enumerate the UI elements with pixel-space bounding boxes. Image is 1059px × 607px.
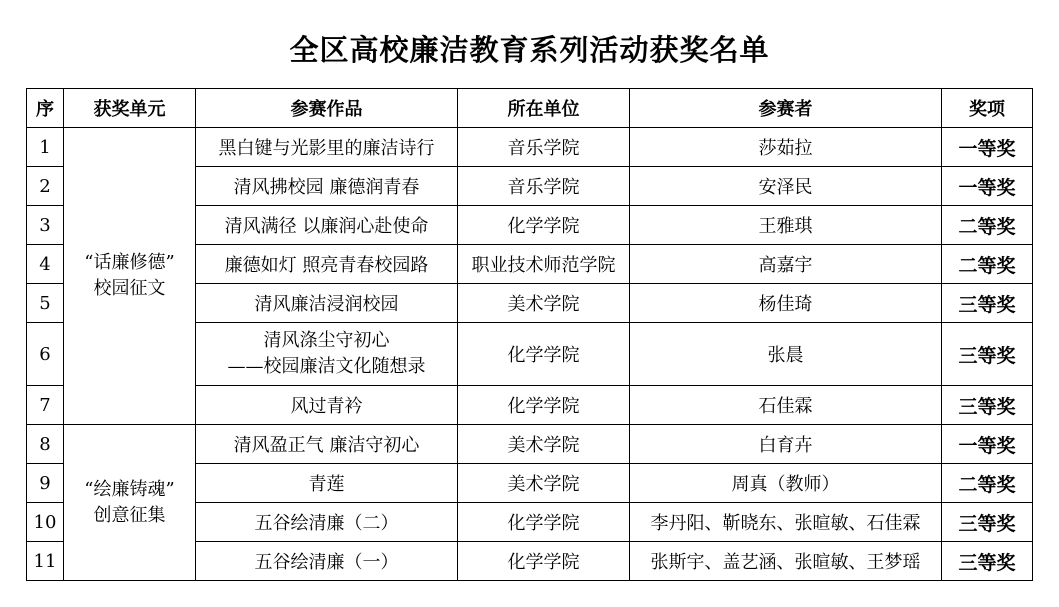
category-subtitle: 校园征文 xyxy=(93,278,166,299)
award-level: 三等奖 xyxy=(942,386,1033,425)
page-title: 全区高校廉洁教育系列活动获奖名单 xyxy=(289,33,770,67)
participant: 张斯宇、盖艺涵、张暄敏、王梦瑶 xyxy=(630,542,942,581)
participant: 高嘉宇 xyxy=(630,245,942,284)
row-number: 8 xyxy=(27,425,64,464)
award-level: 一等奖 xyxy=(942,425,1033,464)
unit-name: 美术学院 xyxy=(458,464,630,503)
col-header-participant: 参赛者 xyxy=(630,89,942,128)
category-title: “绘廉铸魂” xyxy=(84,478,175,500)
participant: 王雅琪 xyxy=(630,206,942,245)
row-number: 10 xyxy=(27,503,64,542)
unit-name: 化学学院 xyxy=(458,206,630,245)
award-level: 一等奖 xyxy=(942,167,1033,206)
row-number: 4 xyxy=(27,245,64,284)
col-header-unit: 所在单位 xyxy=(458,89,630,128)
award-level: 一等奖 xyxy=(942,128,1033,167)
row-number: 5 xyxy=(27,284,64,323)
row-number: 6 xyxy=(27,323,64,386)
category-title: “话廉修德” xyxy=(84,252,175,273)
work-title: 清风廉洁浸润校园 xyxy=(196,284,458,323)
unit-name: 音乐学院 xyxy=(458,167,630,206)
unit-name: 化学学院 xyxy=(458,386,630,425)
col-header-work: 参赛作品 xyxy=(196,89,458,128)
row-number: 9 xyxy=(27,464,64,503)
work-title: 风过青衿 xyxy=(196,386,458,425)
unit-name: 化学学院 xyxy=(458,323,630,386)
work-title: 廉德如灯 照亮青春校园路 xyxy=(196,245,458,284)
unit-name: 化学学院 xyxy=(458,542,630,581)
participant: 李丹阳、靳晓东、张暄敏、石佳霖 xyxy=(630,503,942,542)
category-cell xyxy=(64,425,196,581)
category-subtitle: 创意征集 xyxy=(93,504,166,526)
participant: 安泽民 xyxy=(630,167,942,206)
award-level: 二等奖 xyxy=(942,206,1033,245)
unit-name: 美术学院 xyxy=(458,425,630,464)
unit-name: 职业技术师范学院 xyxy=(458,245,630,284)
row-number: 3 xyxy=(27,206,64,245)
unit-name: 化学学院 xyxy=(458,503,630,542)
participant: 白育卉 xyxy=(630,425,942,464)
participant: 莎茹拉 xyxy=(630,128,942,167)
col-header-award: 奖项 xyxy=(942,89,1033,128)
work-subtitle-line: ——校园廉洁文化随想录 xyxy=(227,356,426,377)
work-title: 清风满径 以廉润心赴使命 xyxy=(196,206,458,245)
row-number: 2 xyxy=(27,167,64,206)
participant: 周真（教师） xyxy=(630,464,942,503)
award-level: 三等奖 xyxy=(942,323,1033,386)
award-level: 二等奖 xyxy=(942,245,1033,284)
award-level: 三等奖 xyxy=(942,503,1033,542)
table-row xyxy=(27,425,1033,464)
participant: 石佳霖 xyxy=(630,386,942,425)
col-header-category: 获奖单元 xyxy=(64,89,196,128)
table-row xyxy=(27,128,1033,167)
row-number: 11 xyxy=(27,542,64,581)
work-title xyxy=(196,323,458,386)
award-level: 三等奖 xyxy=(942,284,1033,323)
work-title: 清风盈正气 廉洁守初心 xyxy=(196,425,458,464)
category-cell xyxy=(64,128,196,425)
work-title: 黑白键与光影里的廉洁诗行 xyxy=(196,128,458,167)
unit-name: 美术学院 xyxy=(458,284,630,323)
award-level: 三等奖 xyxy=(942,542,1033,581)
header-row xyxy=(27,89,1033,128)
work-title: 五谷绘清廉（一） xyxy=(196,542,458,581)
participant: 张晨 xyxy=(630,323,942,386)
row-number: 1 xyxy=(27,128,64,167)
participant: 杨佳琦 xyxy=(630,284,942,323)
work-title: 五谷绘清廉（二） xyxy=(196,503,458,542)
unit-name: 音乐学院 xyxy=(458,128,630,167)
row-number: 7 xyxy=(27,386,64,425)
work-title-line: 清风涤尘守初心 xyxy=(263,330,390,351)
award-level: 二等奖 xyxy=(942,464,1033,503)
work-title: 清风拂校园 廉德润青春 xyxy=(196,167,458,206)
col-header-no: 序 xyxy=(27,89,64,128)
work-title: 青莲 xyxy=(196,464,458,503)
award-table xyxy=(26,88,1033,581)
